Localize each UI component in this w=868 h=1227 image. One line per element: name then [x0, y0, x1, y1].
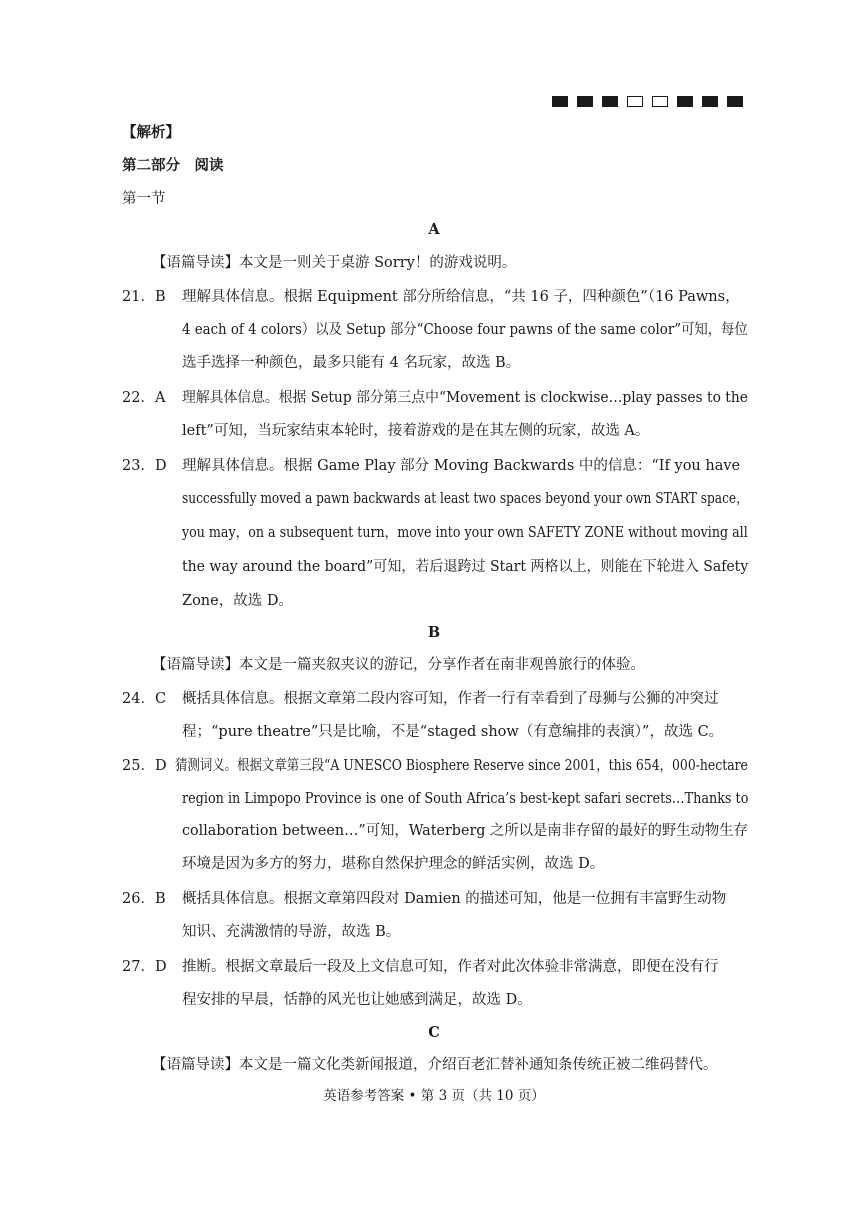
page-footer: 英语参考答案 • 第 3 页（共 10 页）: [323, 1088, 545, 1104]
empty-square-icon: [627, 96, 643, 107]
passage-a-guide: 【语篇导读】本文是一则关于桌游 Sorry！的游戏说明。: [152, 255, 517, 271]
section-heading: 第一节: [122, 191, 166, 207]
answer-line: collaboration between…”可知，Waterberg 之所以是南非存留的最好的野生动物生存: [182, 823, 748, 839]
answer-line: 推断。根据文章最后一段及上文信息可知，作者对此次体验非常满意，即便在没有行: [182, 959, 719, 975]
answer-line: 理解具体信息。根据 Game Play 部分 Moving Backwards 中的信息：“If you have: [182, 458, 741, 474]
analysis-heading: 【解析】: [122, 124, 180, 141]
answer-line: 4 each of 4 colors）以及 Setup 部分“Choose four pawns of the same color”可知，每位: [182, 322, 748, 338]
answer-line: 程安排的早晨，恬静的风光也让她感到满足，故选 D。: [182, 992, 532, 1008]
question-number: 25．D: [122, 758, 167, 774]
answer-line: left”可知，当玩家结束本轮时，接着游戏的是在其左侧的玩家，故选 A。: [182, 423, 650, 439]
answer-line: 环境是因为多方的努力，堪称自然保护理念的鲜活实例，故选 D。: [182, 856, 605, 872]
question-number: 22．A: [122, 390, 166, 406]
answer-line: Zone，故选 D。: [182, 593, 293, 609]
question-number: 23．D: [122, 458, 167, 474]
header-marks: [552, 96, 743, 107]
passage-b-letter: B: [427, 624, 441, 641]
answer-line: you may，on a subsequent turn，move into your own SAFETY ZONE without moving all: [182, 525, 748, 541]
passage-c-letter: C: [428, 1024, 440, 1041]
filled-square-icon: [577, 96, 593, 107]
question-number: 27．D: [122, 959, 167, 975]
filled-square-icon: [552, 96, 568, 107]
answer-line: 猜测词义。根据文章第三段“A UNESCO Biosphere Reserve since 2001，this 654，000-hectare: [175, 758, 748, 774]
passage-b-guide: 【语篇导读】本文是一篇夹叙夹议的游记，分享作者在南非观兽旅行的体验。: [152, 657, 645, 673]
answer-line: 选手选择一种颜色，最多只能有 4 名玩家，故选 B。: [182, 355, 521, 371]
answer-line: 概括具体信息。根据文章第二段内容可知，作者一行有幸看到了母狮与公狮的冲突过: [182, 691, 719, 707]
question-number: 24．C: [122, 691, 167, 707]
answer-line: the way around the board”可知，若后退跨过 Start 两格以上，则能在下轮进入 Safety: [182, 559, 749, 575]
passage-a-letter: A: [428, 221, 440, 238]
question-number: 21．B: [122, 289, 166, 305]
answer-line: 程；“pure theatre”只是比喻，不是“staged show（有意编排的表演）”，故选 C。: [182, 724, 724, 740]
answer-line: 理解具体信息。根据 Equipment 部分所给信息，“共 16 子，四种颜色”（16 Pawns，: [182, 289, 740, 305]
empty-square-icon: [652, 96, 668, 107]
answer-line: region in Limpopo Province is one of South Africa’s best-kept safari secrets…Thanks to: [182, 791, 749, 807]
passage-c-guide: 【语篇导读】本文是一篇文化类新闻报道，介绍百老汇替补通知条传统正被二维码替代。: [152, 1057, 718, 1073]
filled-square-icon: [677, 96, 693, 107]
part-heading: 第二部分 阅读: [122, 157, 224, 174]
filled-square-icon: [727, 96, 743, 107]
answer-line: 概括具体信息。根据文章第四段对 Damien 的描述可知，他是一位拥有丰富野生动物: [182, 891, 727, 907]
answer-line: 理解具体信息。根据 Setup 部分第三点中“Movement is clockwise…play passes to the: [182, 390, 748, 406]
filled-square-icon: [602, 96, 618, 107]
answer-line: 知识、充满激情的导游，故选 B。: [182, 924, 401, 940]
answer-line: successfully moved a pawn backwards at least two spaces beyond your own START space，: [182, 491, 749, 507]
question-number: 26．B: [122, 891, 166, 907]
filled-square-icon: [702, 96, 718, 107]
